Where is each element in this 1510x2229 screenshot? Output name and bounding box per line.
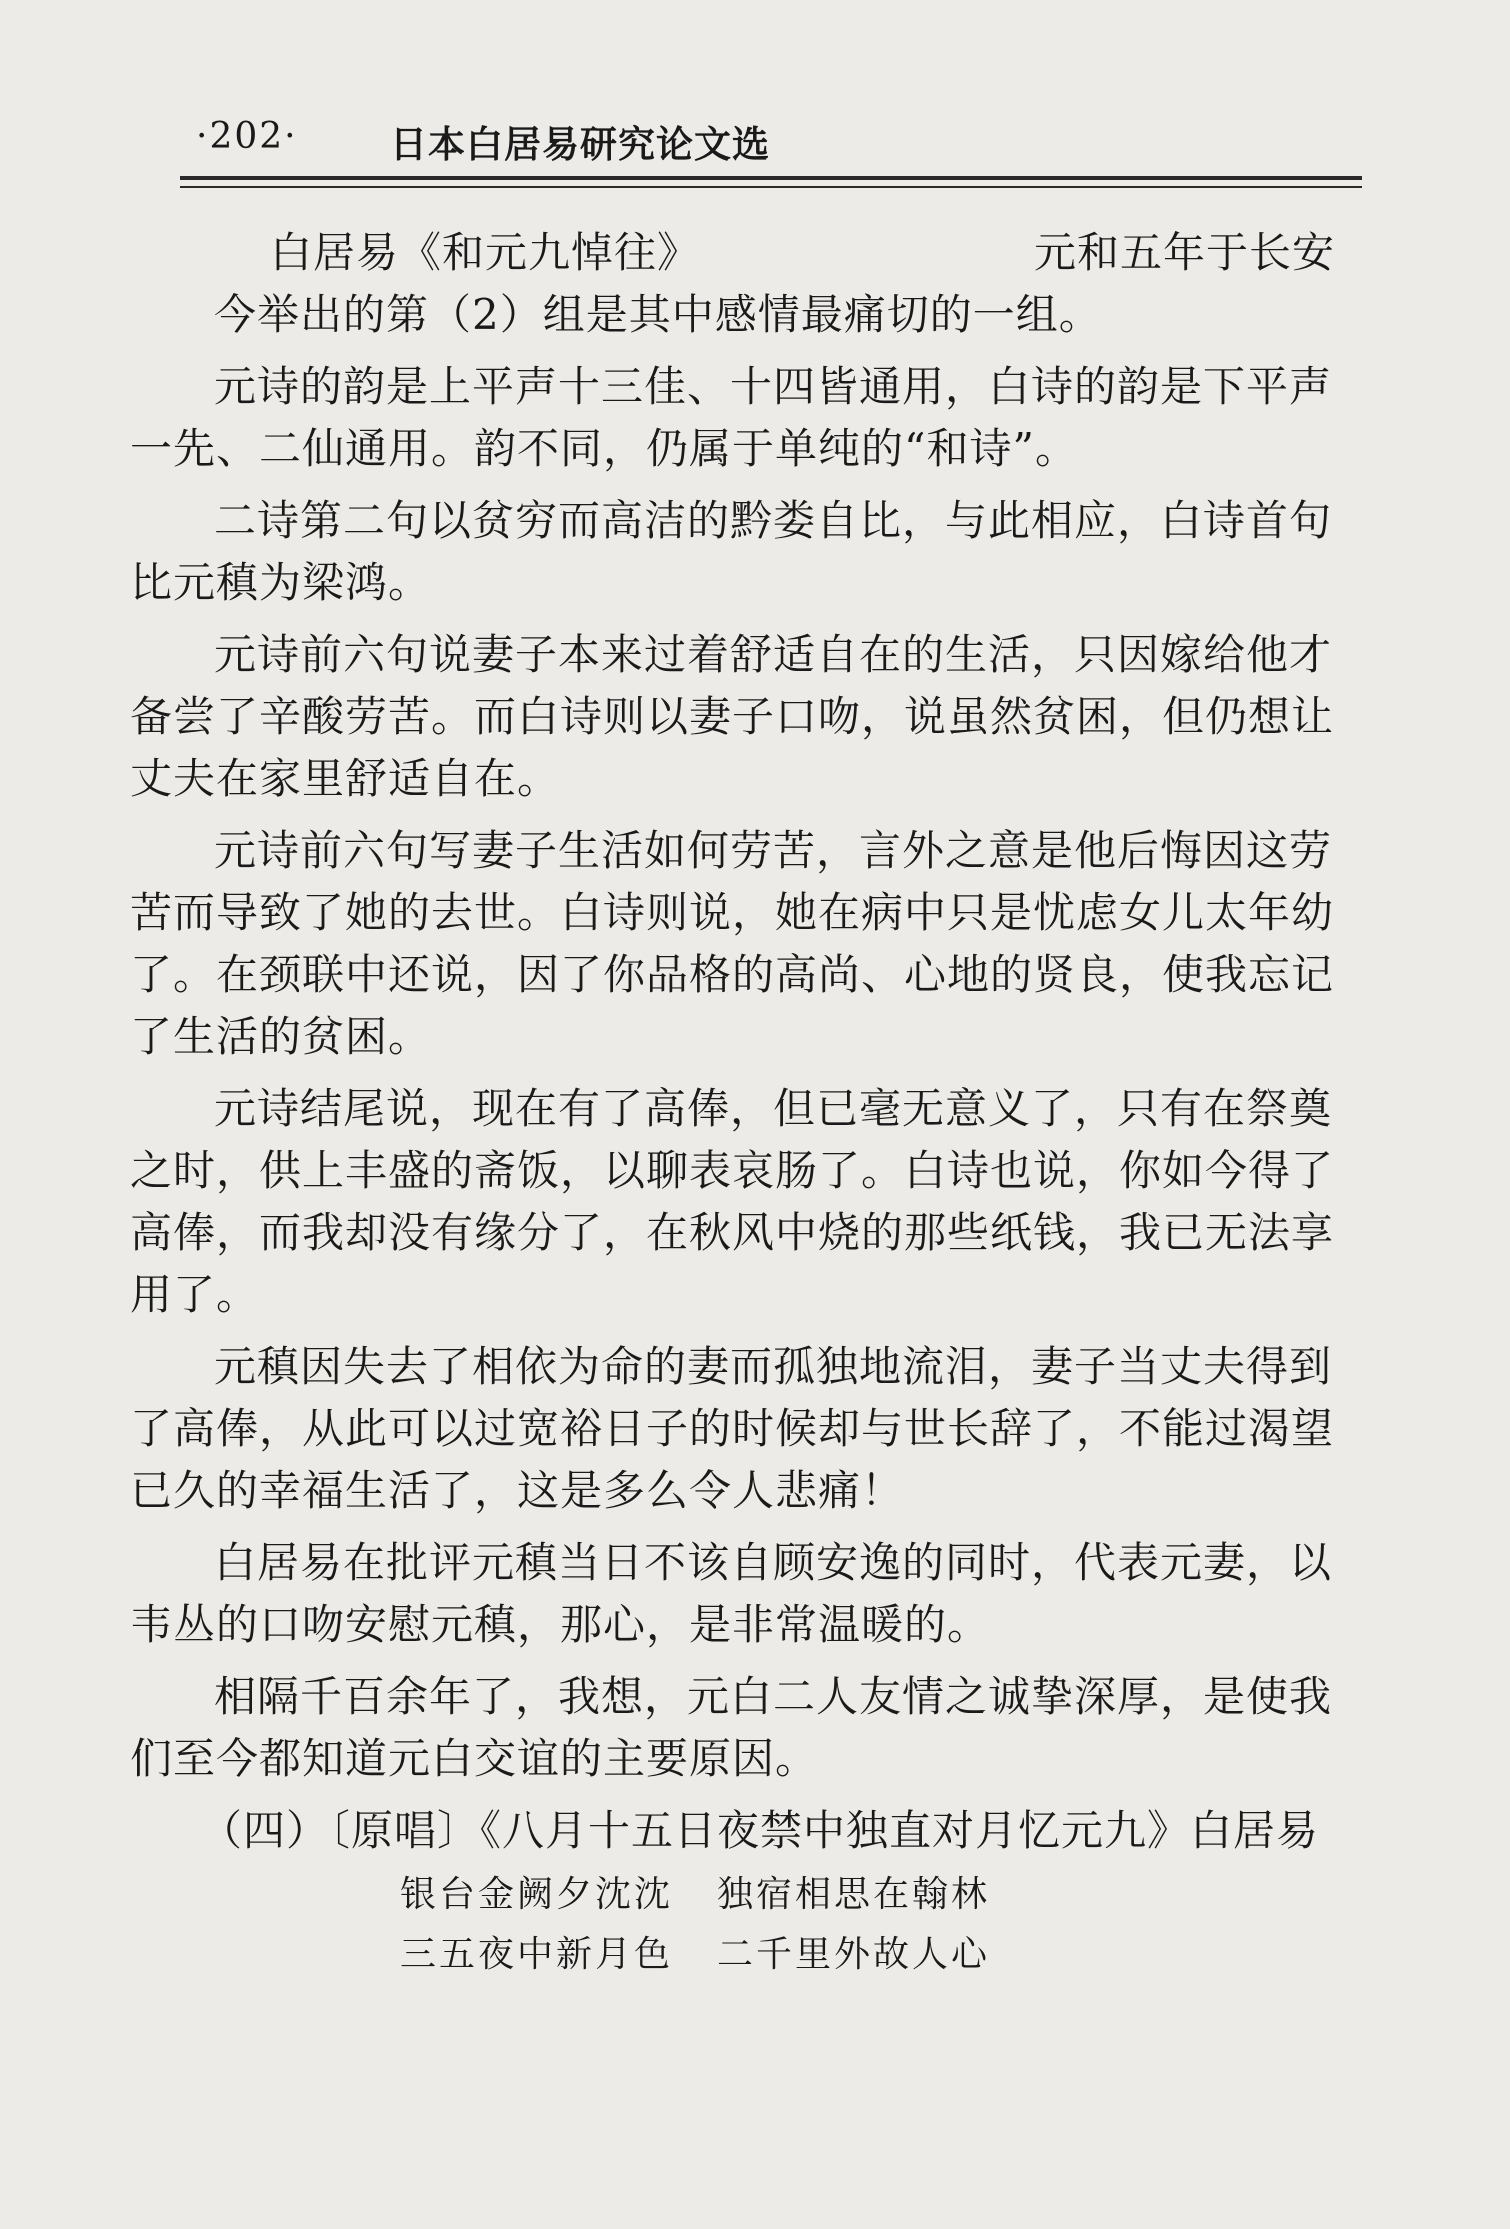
paragraph-line: 白居易在批评元稹当日不该自顾安逸的同时，代表元妻，以 <box>214 1538 1333 1587</box>
citation-location: 元和五年于长安 <box>1033 228 1335 277</box>
paragraph-line: 了生活的贫困。 <box>130 1012 432 1061</box>
poem-hemistich: 三五夜中新月色 <box>400 1934 674 1975</box>
paragraph-line: 元诗的韵是上平声十三佳、十四皆通用，白诗的韵是下平声 <box>214 362 1333 411</box>
paragraph <box>130 1800 1355 1862</box>
paragraph <box>130 1532 1355 1656</box>
poem-hemistich: 独宿相思在翰林 <box>717 1874 991 1915</box>
paragraph-line: 比元稹为梁鸿。 <box>130 558 432 607</box>
paragraph-line: 用了。 <box>130 1270 260 1319</box>
citation-title: 白居易《和元九悼往》 <box>270 228 701 277</box>
poem-hemistich: 二千里外故人心 <box>717 1934 991 1975</box>
paragraph-line: 一先、二仙通用。韵不同，仍属于单纯的“和诗”。 <box>130 424 1078 473</box>
paragraph-line: 丈夫在家里舒适自在。 <box>130 754 561 803</box>
paragraph-line: 今举出的第（2）组是其中感情最痛切的一组。 <box>214 290 1102 339</box>
poem-line <box>400 1925 990 1985</box>
paragraph-line: 韦丛的口吻安慰元稹，那心，是非常温暖的。 <box>130 1600 991 1649</box>
poem-line <box>400 1865 990 1925</box>
paragraph <box>130 1336 1355 1522</box>
paragraph-line: 元诗结尾说，现在有了高俸，但已毫无意义了，只有在祭奠 <box>214 1084 1333 1133</box>
paragraph-line: 元诗前六句说妻子本来过着舒适自在的生活，只因嫁给他才 <box>214 630 1333 679</box>
header-rule-thick <box>180 176 1362 180</box>
paragraph-line: 二诗第二句以贫穷而高洁的黔娄自比，与此相应，白诗首句 <box>214 496 1333 545</box>
paragraph <box>130 624 1355 810</box>
paragraph-line: 了。在颈联中还说，因了你品格的高尚、心地的贤良，使我忘记 <box>130 950 1335 999</box>
paragraph <box>130 1666 1355 1790</box>
paragraph-line: 之时，供上丰盛的斋饭，以聊表哀肠了。白诗也说，你如今得了 <box>130 1146 1335 1195</box>
paragraph <box>130 1078 1355 1326</box>
paragraph <box>130 820 1355 1068</box>
poem-block <box>400 1865 990 1985</box>
paragraph-line: 备尝了辛酸劳苦。而白诗则以妻子口吻，说虽然贫困，但仍想让 <box>130 692 1335 741</box>
section-heading: （四）〔原唱〕《八月十五日夜禁中独直对月忆元九》白居易 <box>200 1806 1320 1855</box>
page-header <box>190 110 1365 180</box>
paragraph-line: 元诗前六句写妻子生活如何劳苦，言外之意是他后悔因这劳 <box>214 826 1333 875</box>
header-rule-thin <box>180 186 1362 188</box>
page-number: ·202· <box>196 116 298 157</box>
paragraph-line: 元稹因失去了相依为命的妻而孤独地流泪，妻子当丈夫得到 <box>214 1342 1333 1391</box>
paragraph <box>130 356 1355 480</box>
poem-hemistich: 银台金阙夕沈沈 <box>400 1874 674 1915</box>
body-text <box>130 222 1355 1862</box>
paragraph-line: 相隔千百余年了，我想，元白二人友情之诚挚深厚，是使我 <box>214 1672 1333 1721</box>
paragraph-line: 苦而导致了她的去世。白诗则说，她在病中只是忧虑女儿太年幼 <box>130 888 1335 937</box>
paragraph <box>130 490 1355 614</box>
paragraph-line: 高俸，而我却没有缘分了，在秋风中烧的那些纸钱，我已无法享 <box>130 1208 1335 1257</box>
paragraph <box>130 284 1355 346</box>
running-title: 日本白居易研究论文选 <box>390 123 770 166</box>
paragraph-line: 已久的幸福生活了，这是多么令人悲痛！ <box>130 1466 905 1515</box>
paragraph-line: 们至今都知道元白交谊的主要原因。 <box>130 1734 819 1783</box>
poem-citation <box>130 222 1355 284</box>
paragraph-line: 了高俸，从此可以过宽裕日子的时候却与世长辞了，不能过渴望 <box>130 1404 1335 1453</box>
